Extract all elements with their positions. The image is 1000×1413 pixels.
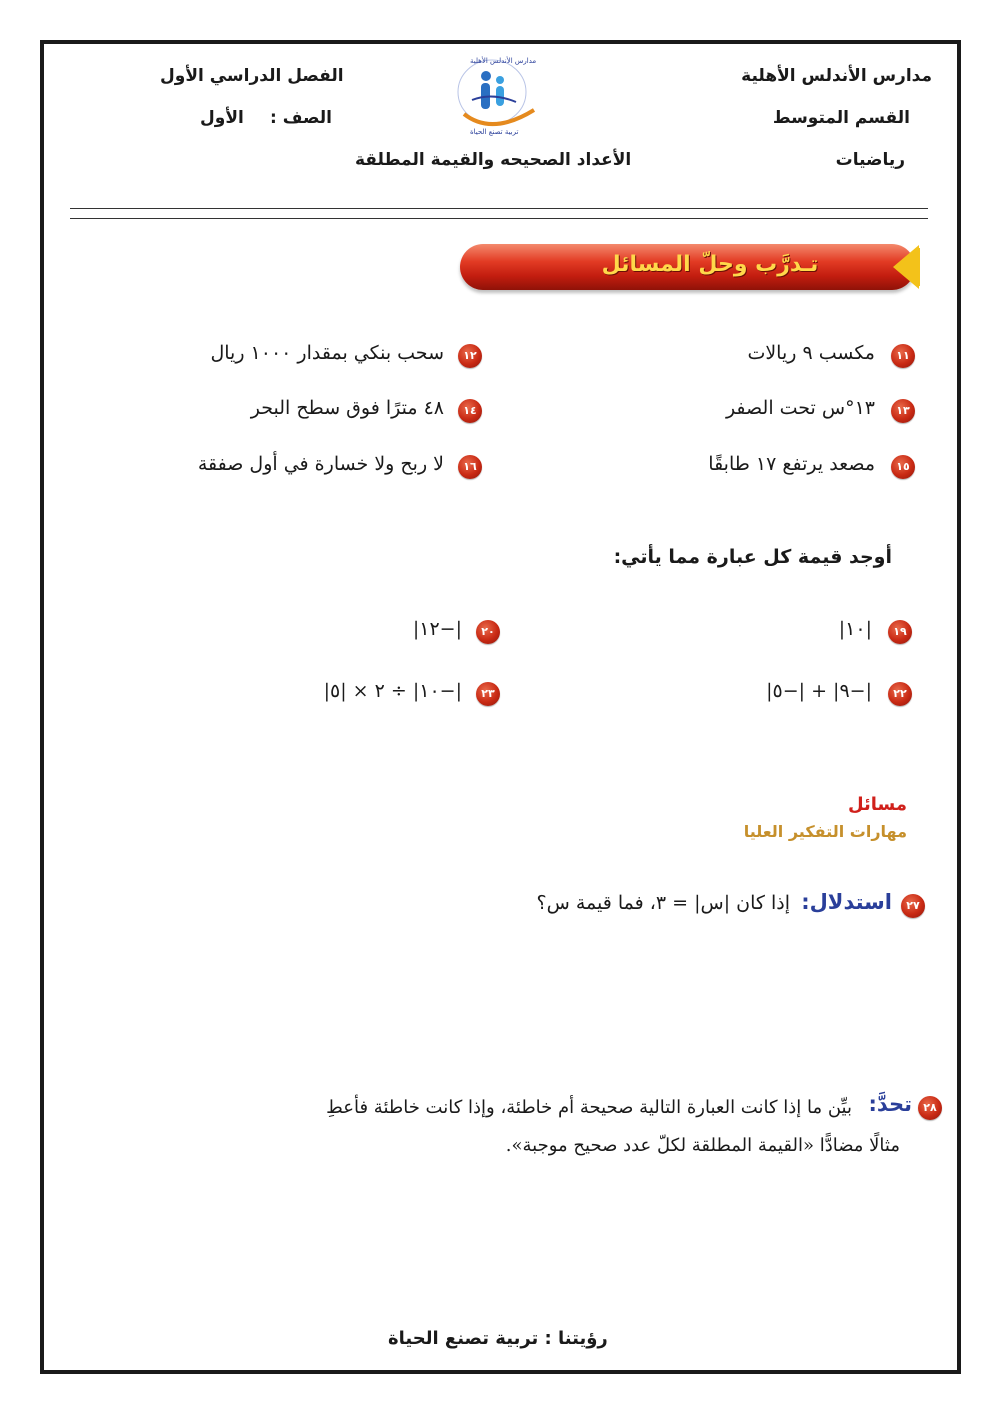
subject: رياضيات xyxy=(835,150,905,170)
header-rule-1 xyxy=(70,208,928,209)
banner-title: تـدرَّب وحلّ المسائل xyxy=(601,252,819,277)
evaluate-prompt: أوجد قيمة كل عبارة مما يأتي: xyxy=(613,546,892,568)
school-name: مدارس الأندلس الأهلية xyxy=(741,66,932,86)
item-number: ٢٧ xyxy=(901,894,925,918)
expression: |−١٢| xyxy=(412,618,462,640)
semester: الفصل الدراسي الأول xyxy=(160,66,344,86)
logo-figure-head xyxy=(481,71,491,81)
department: القسم المتوسط xyxy=(772,108,910,128)
header-rule-2 xyxy=(70,218,928,219)
section-title: مسائل xyxy=(847,794,907,815)
logo-ring xyxy=(458,60,526,124)
banner-arrow-edge xyxy=(916,248,920,286)
grade-label: الصف : xyxy=(270,108,332,128)
q28-line1: بيِّن ما إذا كانت العبارة التالية صحيحة أم خاطئة، وإذا كانت خاطئة فأعطِ xyxy=(326,1097,852,1118)
section-subtitle: مهارات التفكير العليا xyxy=(743,822,907,841)
q27-label: استدلال: xyxy=(801,890,892,914)
item-number: ١٩ xyxy=(888,620,912,644)
item-number: ٢٠ xyxy=(476,620,500,644)
practice-item: سحب بنكي بمقدار ١٠٠٠ ريال xyxy=(210,342,444,364)
item-number: ٢٣ xyxy=(476,682,500,706)
page-border xyxy=(40,40,961,1374)
q28-line2: مثالًا مضادًّا «القيمة المطلقة لكلّ عدد صحيح موجبة». xyxy=(505,1135,900,1156)
grade-value: الأول xyxy=(200,108,244,128)
logo-swoosh xyxy=(464,110,534,124)
item-number: ١٤ xyxy=(458,399,482,423)
logo-figure-head-2 xyxy=(496,76,504,84)
item-number: ٢٨ xyxy=(918,1096,942,1120)
item-number: ١٢ xyxy=(458,344,482,368)
item-number: ١١ xyxy=(891,344,915,368)
practice-item: لا ربح ولا خسارة في أول صفقة xyxy=(197,453,444,475)
practice-item: ٤٨ مترًا فوق سطح البحر xyxy=(250,397,444,419)
item-number: ٢٢ xyxy=(888,682,912,706)
logo-motto: تربية تصنع الحياة xyxy=(470,128,519,136)
item-number: ١٥ xyxy=(891,455,915,479)
q28-label: تحدَّ: xyxy=(868,1092,912,1116)
expression: |١٠| xyxy=(838,618,872,640)
expression: |−٩| + |−٥| xyxy=(766,680,872,702)
practice-item: مصعد يرتفع ١٧ طابقًا xyxy=(708,453,875,475)
practice-item: مكسب ٩ ريالات xyxy=(747,342,875,364)
logo-arc xyxy=(472,96,516,102)
logo-text: مدارس الأندلس الأهلية xyxy=(470,57,537,65)
item-number: ١٦ xyxy=(458,455,482,479)
footer-vision: رؤيتنا : تربية تصنع الحياة xyxy=(388,1328,608,1349)
lesson-title: الأعداد الصحيحه والقيمة المطلقة xyxy=(355,150,632,170)
item-number: ١٣ xyxy=(891,399,915,423)
q27-text: إذا كان |س| = ٣، فما قيمة س؟ xyxy=(536,892,790,914)
expression: |−١٠| ÷ ٢ × |٥| xyxy=(323,680,462,702)
practice-item: ١٣°س تحت الصفر xyxy=(725,397,875,419)
